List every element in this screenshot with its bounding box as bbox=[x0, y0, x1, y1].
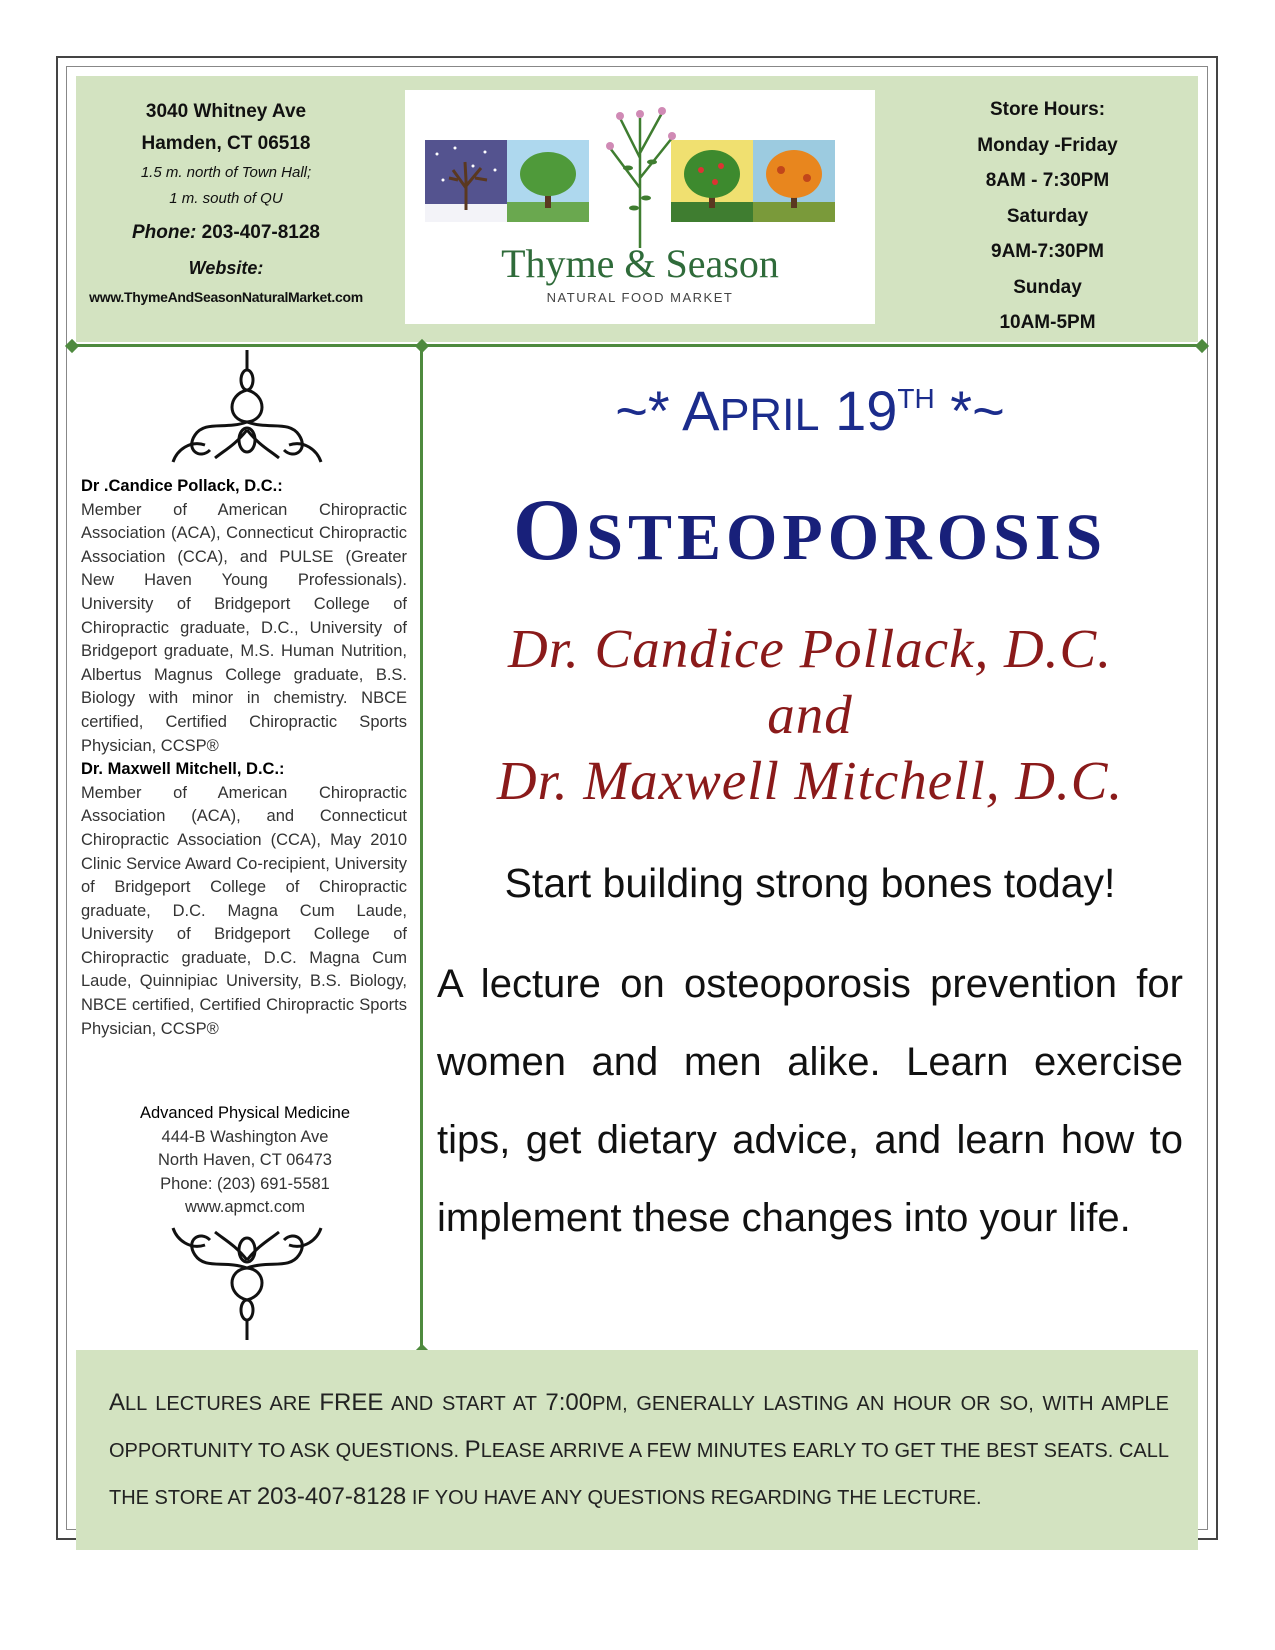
store-logo bbox=[405, 90, 875, 324]
vertical-divider bbox=[420, 344, 423, 1351]
date-end: *~ bbox=[934, 379, 1005, 442]
website-label: Website: bbox=[188, 258, 264, 278]
bio-name-mitchell: Dr. Maxwell Mitchell, D.C.: bbox=[81, 760, 285, 779]
footer-part-h: LEASE ARRIVE A FEW MINUTES EARLY TO GET THE BEST SEATS. CALL THE STORE AT bbox=[109, 1440, 1170, 1509]
clinic-info bbox=[100, 1102, 390, 1220]
footer-part-f: PM, GENERALLY LASTING AN HOUR OR SO, WITH AMPLE OPPORTUNITY TO ASK QUESTIONS. bbox=[109, 1393, 1169, 1462]
spring-tree-icon bbox=[507, 140, 589, 222]
address-line2: Hamden, CT 06518 bbox=[141, 133, 311, 154]
bottom-ornament-icon bbox=[165, 1220, 330, 1340]
sunday-hours: 10AM-5PM bbox=[999, 312, 1096, 333]
winter-tree-icon bbox=[425, 140, 507, 222]
horizontal-divider bbox=[72, 344, 1202, 347]
logo-subtitle: NATURAL FOOD MARKET bbox=[546, 290, 734, 305]
event-tagline: Start building strong bones today! bbox=[504, 860, 1116, 906]
logo-title: Thyme & Season bbox=[501, 241, 779, 286]
speaker-2: Dr. Maxwell Mitchell, D.C. bbox=[496, 750, 1124, 811]
date-prefix: ~* bbox=[615, 379, 683, 442]
footer-part-j: IF YOU HAVE ANY QUESTIONS REGARDING THE LECTURE. bbox=[406, 1487, 982, 1509]
weekday-label: Monday -Friday bbox=[977, 134, 1118, 156]
date-month-initial: A bbox=[682, 379, 720, 442]
speakers bbox=[440, 616, 1180, 814]
speaker-1: Dr. Candice Pollack, D.C. bbox=[508, 618, 1112, 679]
hours-label: Store Hours: bbox=[989, 99, 1106, 120]
speaker-conjunction: and bbox=[767, 684, 853, 745]
doctor-bios bbox=[81, 475, 407, 1041]
saturday-hours: 9AM-7:30PM bbox=[991, 241, 1104, 262]
bio-text-mitchell: Member of American Chiropractic Association (ACA), and Connecticut Chiropractic Association (CCA), May 2010 Clinic Service Award Co-recipient, University of Bridgeport College of Chiropractic graduate, D.C. Magna Cum Laude, University of Bridgeport College of Chiropractic graduate, D.C. Magna Cum Laude, Quinnipiac University, B.S. Biology, NBCE certified, Certified Chiropractic Sports Physician, CCSP® bbox=[81, 783, 407, 1038]
date-suffix: TH bbox=[897, 383, 935, 414]
thyme-sprig-icon bbox=[590, 98, 690, 248]
clinic-city: North Haven, CT 06473 bbox=[158, 1151, 332, 1170]
directions-1: 1.5 m. north of Town Hall; bbox=[140, 164, 312, 181]
address-line1: 3040 Whitney Ave bbox=[145, 101, 307, 122]
footer-part-phone: 203-407-8128 bbox=[256, 1483, 407, 1510]
store-phone bbox=[76, 222, 376, 244]
footer-part-time: 7:00 bbox=[545, 1389, 593, 1416]
bio-text-pollack: Member of American Chiropractic Association (ACA), Connecticut Chiropractic Association (CCA), and PULSE (Greater New Haven Young Professionals). University of Bridgeport College of Chiropractic graduate, D.C., University of Bridgeport graduate, M.S. Human Nutrition, Albertus Magnus College graduate, B.S. Biology with minor in chemistry. NBCE certified, Certified Chiropractic Sports Physician, CCSP® bbox=[81, 500, 407, 755]
website-link[interactable]: www.ThymeAndSeasonNaturalMarket.com bbox=[89, 289, 363, 305]
phone-number: 203-407-8128 bbox=[201, 222, 320, 243]
phone-label: Phone: bbox=[132, 222, 197, 243]
footer-part-d: AND START AT bbox=[383, 1393, 546, 1415]
clinic-name: Advanced Physical Medicine bbox=[139, 1104, 351, 1122]
date-month-rest: PRIL bbox=[719, 389, 820, 440]
clinic-street: 444-B Washington Ave bbox=[161, 1127, 329, 1146]
event-description: A lecture on osteoporosis prevention for women and men alike. Learn exercise tips, get dietary advice, and learn how to implement these changes into your life. bbox=[437, 962, 1183, 1240]
event-date bbox=[440, 378, 1180, 443]
footer-part-b: LL LECTURES ARE bbox=[125, 1393, 320, 1415]
autumn-tree-icon bbox=[753, 140, 835, 222]
clinic-phone: Phone: (203) 691-5581 bbox=[160, 1174, 330, 1193]
bio-name-pollack: Dr .Candice Pollack, D.C.: bbox=[81, 477, 283, 495]
saturday-label: Saturday bbox=[1006, 205, 1089, 227]
footer-part-free: FREE bbox=[319, 1389, 384, 1416]
store-address bbox=[76, 96, 376, 305]
clinic-web[interactable]: www.apmct.com bbox=[184, 1198, 306, 1217]
date-day: 19 bbox=[819, 379, 898, 442]
sunday-label: Sunday bbox=[1013, 276, 1082, 298]
title-initial: O bbox=[512, 482, 587, 579]
title-rest: STEOPOROSIS bbox=[586, 501, 1108, 574]
footer-notice bbox=[109, 1380, 1169, 1521]
footer-part-g: P bbox=[464, 1436, 481, 1463]
store-hours bbox=[940, 92, 1155, 341]
weekday-hours: 8AM - 7:30PM bbox=[985, 170, 1110, 191]
top-ornament-icon bbox=[165, 350, 330, 470]
footer-part-a: A bbox=[109, 1389, 126, 1416]
event-title bbox=[440, 480, 1180, 581]
directions-2: 1 m. south of QU bbox=[169, 190, 283, 207]
footer-band bbox=[76, 1350, 1198, 1550]
